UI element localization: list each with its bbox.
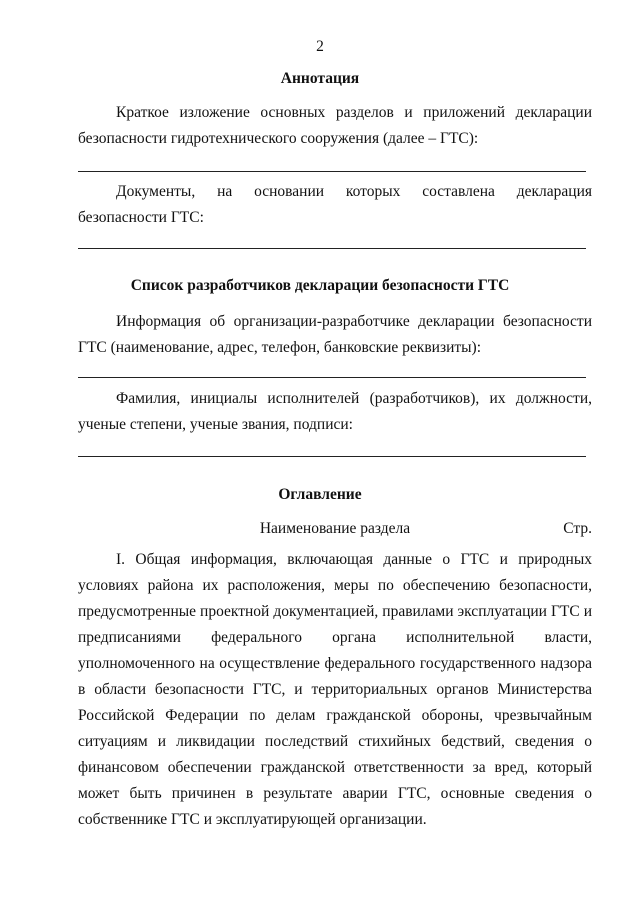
fill-line <box>78 377 586 378</box>
contents-heading: Оглавление <box>278 486 362 503</box>
fill-line <box>78 171 586 172</box>
contents-col-page: Стр. <box>563 520 592 537</box>
contents-column-header <box>78 520 592 540</box>
contents-section-1: I. Общая информация, включающая данные о ГТС и природных условиях района их расположения, меры по обеспечению безопасности, предусмотренные проектной документацией, правилами эксплуатации ГТС и предписаниями федерального органа исполнительной власти, уполномоченного на осуществление федерального государственного надзора в области безопасности ГТС, и территориальных органов Министерства Российской Федерации по делам гражданской обороны, чрезвычайным ситуациям и ликвидации последствий стихийных бедствий, сведения о финансовом обеспечении гражданской ответственности за вред, который может быть причинен в результате аварии ГТС, основные сведения о собственнике ГТС и эксплуатирующей организации. <box>78 551 592 828</box>
fill-line <box>78 456 586 457</box>
annotation-summary-text: Краткое изложение основных разделов и приложений декларации безопасности гидротехнического сооружения (далее – ГТС): <box>78 104 592 147</box>
annotation-documents-text: Документы, на основании которых составлена декларация безопасности ГТС: <box>78 183 592 226</box>
developers-heading: Список разработчиков декларации безопасности ГТС <box>130 277 510 294</box>
developers-persons-text: Фамилия, инициалы исполнителей (разработчиков), их должности, ученые степени, ученые звания, подписи: <box>78 390 592 433</box>
developers-org-info-text: Информация об организации-разработчике декларации безопасности ГТС (наименование, адрес, телефон, банковские реквизиты): <box>78 313 592 356</box>
page-number: 2 <box>316 38 324 55</box>
annotation-heading: Аннотация <box>280 70 360 87</box>
fill-line <box>78 248 586 249</box>
contents-col-name: Наименование раздела <box>259 520 411 537</box>
